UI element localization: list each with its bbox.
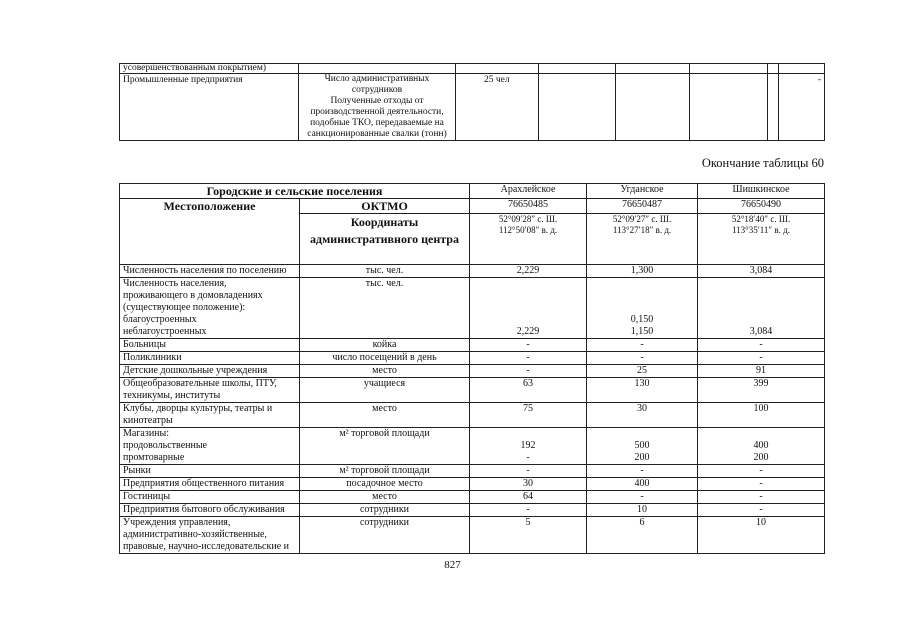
value-cell: 30: [587, 403, 698, 428]
value-cell: 1,300: [587, 265, 698, 278]
parameter-line: подобные ТКО, передаваемые на: [310, 118, 444, 128]
value-cell: -: [470, 365, 587, 378]
unit-cell: посадочное место: [300, 478, 470, 491]
row-label: Детские дошкольные учреждения: [120, 365, 300, 378]
parameter-line: Полученные отходы от: [330, 96, 424, 106]
table-row: [120, 352, 825, 365]
coordinates-cell: [470, 214, 587, 265]
row-label-line: Магазины:: [123, 428, 170, 439]
table-row: [120, 265, 825, 278]
value-cell: 2,229: [470, 265, 587, 278]
row-label-line: Учреждения управления,: [123, 517, 231, 528]
unit-cell: сотрудники: [300, 517, 470, 554]
row-label-line: техникумы, институты: [123, 390, 221, 401]
row-label-line: Общеобразовательные школы, ПТУ,: [123, 378, 277, 389]
row-label-line: административно-хозяйственные,: [123, 529, 267, 540]
value-cell: -: [470, 504, 587, 517]
row-label: Рынки: [120, 465, 300, 478]
coordinates-cell: [587, 214, 698, 265]
value-cell: -: [587, 465, 698, 478]
value-cell: 30: [470, 478, 587, 491]
row-label: [120, 517, 300, 554]
value-cell: -: [698, 465, 825, 478]
table-header-row: [120, 184, 825, 199]
oktmo-header: ОКТМО: [300, 199, 470, 214]
value-cell: 0,150 1,150: [587, 278, 698, 339]
value-cell: -: [587, 352, 698, 365]
value-cell: 2,229: [470, 278, 587, 339]
value-cell: 3,084: [698, 265, 825, 278]
location-header: Местоположение: [120, 199, 300, 265]
unit-cell: место: [300, 365, 470, 378]
value-cell: -: [698, 491, 825, 504]
value-cell: 91: [698, 365, 825, 378]
value-cell: 10: [587, 504, 698, 517]
row-label: Численность населения по поселению: [120, 265, 300, 278]
unit-cell: место: [300, 491, 470, 504]
row-label: Предприятия общественного питания: [120, 478, 300, 491]
table-row: [120, 339, 825, 352]
coord-east: 113°27′18″ в. д.: [612, 225, 672, 235]
table-header-row: [120, 199, 825, 214]
coord-east: 112°50′08″ в. д.: [498, 225, 558, 235]
value-cell: 25 чел: [456, 74, 539, 141]
unit-cell: тыс. чел.: [300, 265, 470, 278]
row-label: [120, 428, 300, 465]
table-caption: Окончание таблицы 60: [701, 156, 824, 170]
unit-cell: сотрудники: [300, 504, 470, 517]
coord-east: 113°35′11″ в. д.: [732, 225, 790, 235]
row-label: Больницы: [120, 339, 300, 352]
value-cell: 6: [587, 517, 698, 554]
previous-table-fragment: [119, 63, 825, 141]
unit-cell: число посещений в день: [300, 352, 470, 365]
coordinates-header: Координаты административного центра: [300, 214, 470, 265]
value-cell: 100: [698, 403, 825, 428]
column-header: Арахлейское: [470, 184, 587, 199]
unit-cell: тыс. чел.: [300, 278, 470, 339]
unit-cell: м² торговой площади: [300, 428, 470, 465]
settlements-header: Городские и сельские поселения: [120, 184, 470, 199]
table-row: [120, 278, 825, 339]
unit-cell: место: [300, 403, 470, 428]
table-row: [120, 428, 825, 465]
table-row: [120, 478, 825, 491]
row-label-line: проживающего в домовладениях: [123, 290, 263, 301]
row-label: Гостиницы: [120, 491, 300, 504]
parameter-line: производственной деятельности,: [310, 107, 444, 117]
oktmo-code: 76650487: [587, 199, 698, 214]
value-cell: 192 -: [470, 428, 587, 465]
oktmo-code: 76650490: [698, 199, 825, 214]
row-label-line: благоустроенных: [123, 314, 197, 325]
value-cell: -: [779, 74, 825, 141]
row-label-line: неблагоустроенных: [123, 326, 207, 337]
table-row: [120, 465, 825, 478]
row-label: [120, 378, 300, 403]
row-label: Поликлиники: [120, 352, 300, 365]
row-label: [120, 403, 300, 428]
value-cell: 10: [698, 517, 825, 554]
row-label-line: Клубы, дворцы культуры, театры и: [123, 403, 273, 414]
row-label: Предприятия бытового обслуживания: [120, 504, 300, 517]
row-label: усовершенствованным покрытием): [120, 64, 299, 74]
table-row: [120, 403, 825, 428]
value-cell: 130: [587, 378, 698, 403]
coord-north: 52°09′27″ с. Ш.: [612, 214, 672, 224]
value-cell: 25: [587, 365, 698, 378]
table-row: [120, 504, 825, 517]
settlements-table: [119, 183, 825, 554]
row-label-line: Численность населения,: [123, 278, 227, 289]
value-cell: -: [587, 339, 698, 352]
coord-north: 52°09′28″ с. Ш.: [498, 214, 558, 224]
column-header: Шишкинское: [698, 184, 825, 199]
value-cell: -: [587, 491, 698, 504]
parameter-type-cell: [299, 74, 456, 141]
page-number: 827: [444, 559, 461, 571]
table-row: [120, 365, 825, 378]
row-label: [120, 278, 300, 339]
value-cell: -: [470, 352, 587, 365]
coord-north: 52°18′40″ с. Ш.: [731, 214, 791, 224]
parameter-line: Число административных: [324, 74, 430, 84]
value-cell: 400 200: [698, 428, 825, 465]
row-label-line: (существующее положение):: [123, 302, 246, 313]
value-cell: 75: [470, 403, 587, 428]
unit-cell: учащиеся: [300, 378, 470, 403]
table-row: [120, 74, 825, 141]
unit-cell: койка: [300, 339, 470, 352]
table-row: [120, 491, 825, 504]
coordinates-cell: [698, 214, 825, 265]
value-cell: 399: [698, 378, 825, 403]
parameter-line: сотрудников: [351, 85, 403, 95]
table-row: [120, 378, 825, 403]
value-cell: -: [698, 352, 825, 365]
row-label-line: правовые, научно-исследовательские и: [123, 541, 289, 552]
table-row: [120, 517, 825, 554]
value-cell: -: [470, 465, 587, 478]
table-row: [120, 64, 825, 74]
oktmo-code: 76650485: [470, 199, 587, 214]
row-label-line: продовольственные: [123, 440, 207, 451]
value-cell: -: [470, 339, 587, 352]
parameter-line: санкционированные свалки (тонн): [307, 129, 447, 139]
value-cell: 64: [470, 491, 587, 504]
value-cell: 400: [587, 478, 698, 491]
value-cell: 5: [470, 517, 587, 554]
value-cell: -: [698, 478, 825, 491]
unit-cell: м² торговой площади: [300, 465, 470, 478]
value-cell: -: [698, 339, 825, 352]
row-label-line: промтоварные: [123, 452, 185, 463]
value-cell: 500 200: [587, 428, 698, 465]
value-cell: 63: [470, 378, 587, 403]
column-header: Угданское: [587, 184, 698, 199]
row-label-line: кинотеатры: [123, 415, 173, 426]
value-cell: 3,084: [698, 278, 825, 339]
row-label: Промышленные предприятия: [120, 74, 299, 141]
value-cell: -: [698, 504, 825, 517]
